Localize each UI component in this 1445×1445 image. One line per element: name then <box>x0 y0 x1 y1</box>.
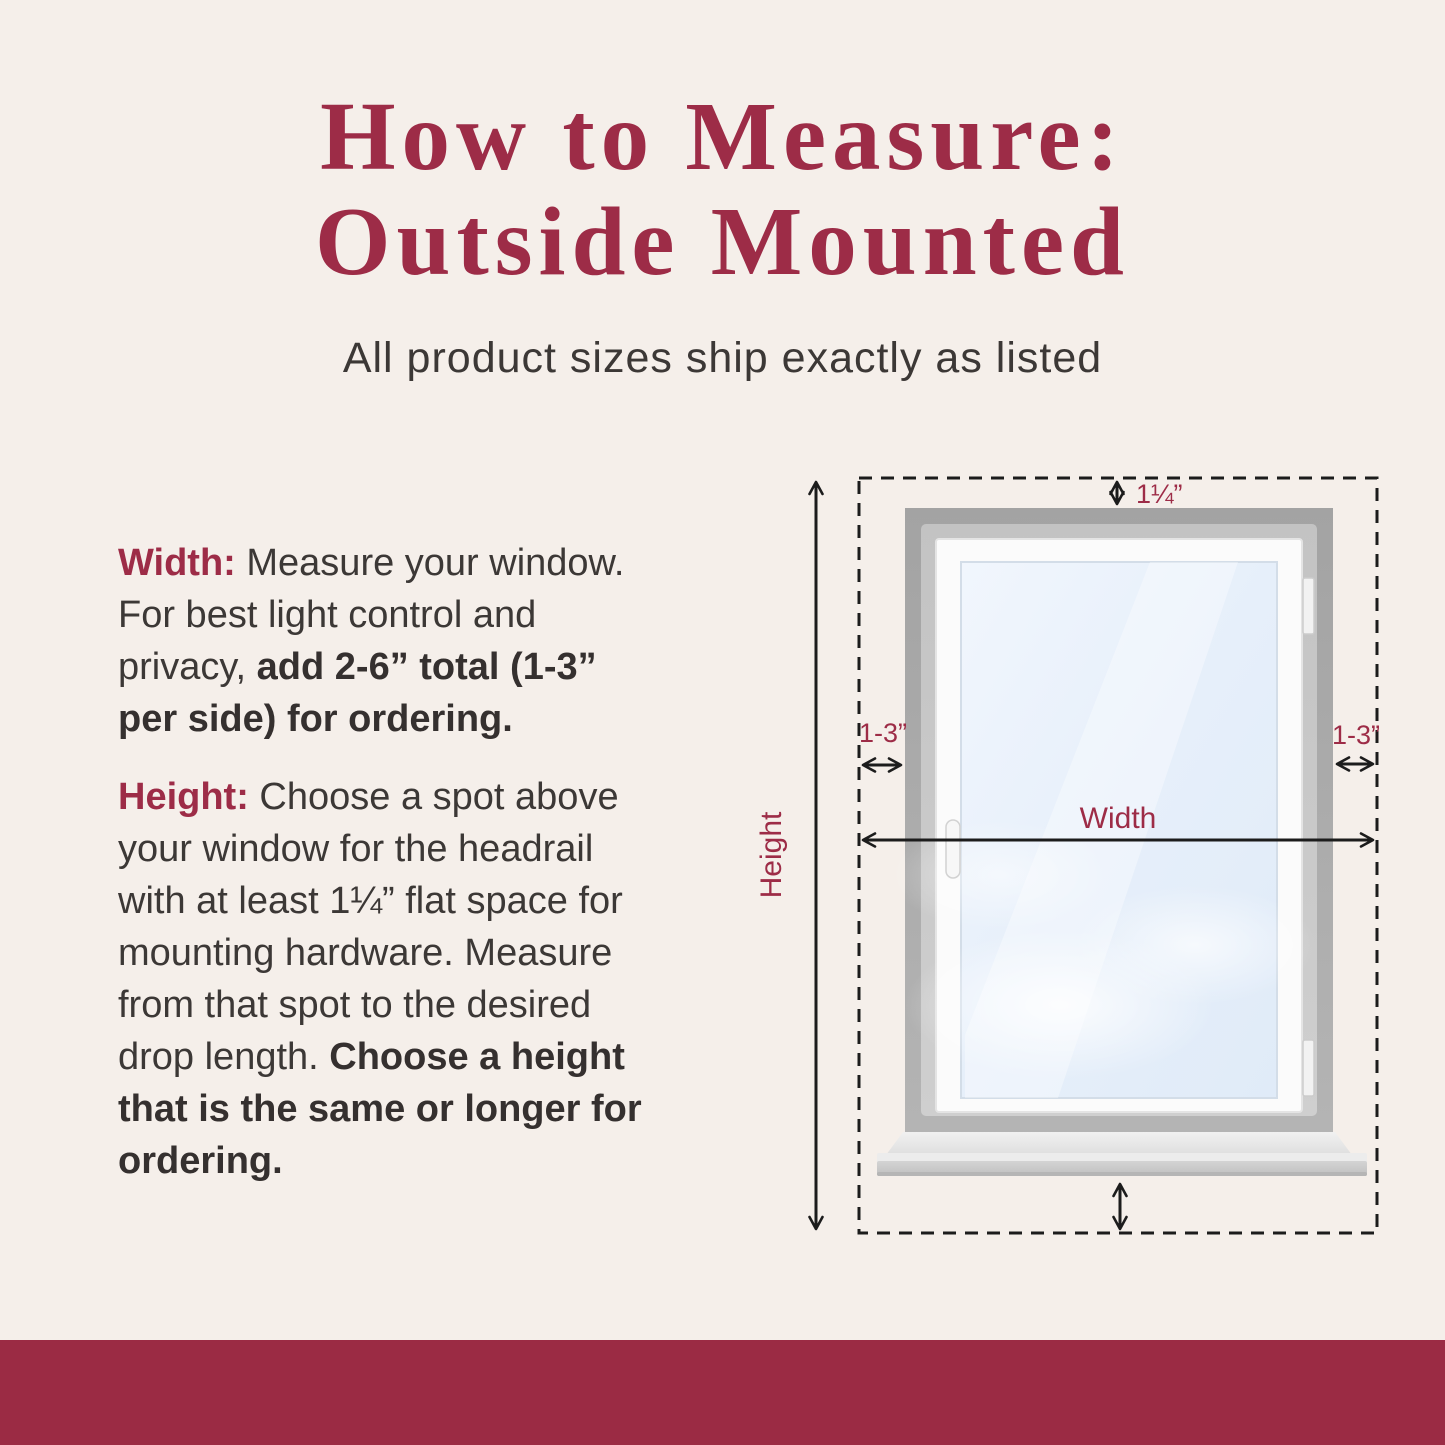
page-title <box>0 84 1445 294</box>
instructions-block <box>118 537 738 1187</box>
instruction-segment: ordering. <box>118 1140 283 1182</box>
instruction-segment: For best light control and <box>118 594 537 636</box>
instruction-segment: from that spot to the desired <box>118 984 592 1026</box>
left-gap-label: 1-3” <box>858 718 908 748</box>
width-label: Width <box>1079 802 1157 835</box>
instruction-segment: Height: <box>118 776 249 818</box>
right-gap-label: 1-3” <box>1331 720 1381 750</box>
instruction-segment: Measure your window. <box>235 542 625 584</box>
window-hinge-top <box>1303 578 1314 634</box>
instruction-segment: that is the same or longer for <box>118 1088 642 1130</box>
instruction-segment: mounting hardware. Measure <box>118 932 613 974</box>
window-illustration <box>877 508 1367 1176</box>
page-title-line1: How to Measure: <box>320 83 1125 190</box>
window-hinge-bottom <box>1303 1040 1314 1096</box>
window-stool <box>886 1132 1352 1155</box>
instruction-segment: drop length. <box>118 1036 330 1078</box>
window-sill <box>877 1153 1367 1176</box>
bottom-accent-bar <box>0 1340 1445 1445</box>
top-gap-label: 1¼” <box>1136 479 1183 509</box>
height-instruction <box>118 771 738 1187</box>
instruction-segment: per side) for ordering. <box>118 698 513 740</box>
instruction-segment: Width: <box>118 542 236 584</box>
instruction-segment: with at least 1¼” flat space for <box>118 880 623 922</box>
window-handle <box>946 820 960 878</box>
instruction-segment: Choose a height <box>329 1036 625 1078</box>
instruction-segment: Choose a spot above <box>248 776 619 818</box>
page-title-line2: Outside Mounted <box>315 188 1130 295</box>
instruction-segment: add 2-6” total (1-3” <box>256 646 597 688</box>
width-instruction <box>118 537 738 745</box>
measurement-diagram <box>740 420 1445 1285</box>
page-subtitle: All product sizes ship exactly as listed <box>342 334 1103 382</box>
height-label: Height <box>755 811 788 899</box>
instruction-segment: privacy, <box>118 646 257 688</box>
instruction-segment: your window for the headrail <box>118 828 594 870</box>
